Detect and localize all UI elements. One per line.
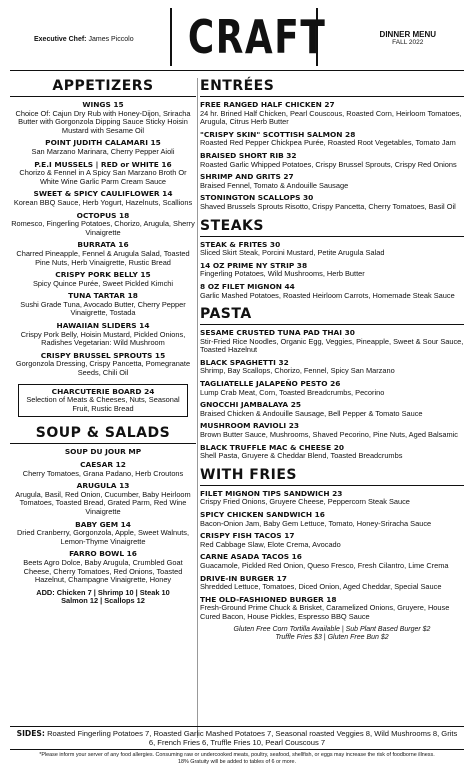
menu-season: FALL 2022	[392, 39, 424, 46]
appetizers-heading: APPETIZERS	[52, 78, 154, 94]
board-desc: Selection of Meats & Cheeses, Nuts, Seasonal Fruit, Rustic Bread	[26, 395, 180, 413]
menu-item	[10, 271, 196, 288]
menu-item-desc: Braised Chicken & Andouille Sausage, Bell Pepper & Tomato Sauce	[200, 408, 423, 418]
menu-item-desc: Stir-Fried Rice Noodles, Organic Egg, Veggies, Pineapple, Sweet & Sour Sauce, Toasted Hazelnut	[200, 336, 464, 355]
left-column	[10, 78, 196, 606]
menu-item	[200, 101, 464, 127]
menu-title: DINNER MENU	[379, 30, 436, 39]
menu-item-desc: Braised Fennel, Tomato & Andouille Sausage	[200, 180, 349, 190]
menu-item	[200, 152, 464, 169]
menu-item-name: STEAK & FRITES 30	[200, 239, 281, 249]
executive-chef	[34, 36, 134, 43]
fries-note-2: Truffle Fries $3 | Gluten Free Bun $2	[275, 633, 389, 641]
menu-item	[200, 575, 464, 592]
steaks-heading: STEAKS	[200, 217, 264, 234]
menu-item	[10, 212, 196, 238]
menu-item-desc: Shrimp, Bay Scallops, Chorizo, Fennel, Spicy San Marzano	[200, 366, 395, 376]
menu-item-desc: Roasted Red Pepper Chickpea Purée, Roasted Root Vegetables, Tomato Jam	[200, 138, 456, 148]
menu-item-name: HAWAIIAN SLIDERS 14	[56, 321, 150, 331]
salad-addons	[10, 589, 196, 606]
menu-header	[10, 8, 464, 66]
menu-item-name: SHRIMP AND GRITS 27	[200, 172, 294, 182]
menu-item	[10, 241, 196, 267]
menu-item	[10, 482, 196, 516]
menu-item-name: SESAME CRUSTED TUNA PAD THAI 30	[200, 328, 355, 338]
menu-item-desc: Spicy Quince Purée, Sweet Pickled Kimchi	[32, 278, 174, 288]
menu-item-desc: Crispy Fried Onions, Gruyere Cheese, Peppercorn Steak Sauce	[200, 497, 410, 507]
menu-item-name: P.E.I MUSSELS | RED or WHITE 16	[34, 159, 172, 169]
menu-item-desc: Korean BBQ Sauce, Herb Yogurt, Hazelnuts, Scallions	[13, 197, 193, 207]
menu-item-desc: Guacamole, Pickled Red Onion, Queso Fresco, Fresh Cilantro, Lime Crema	[200, 560, 449, 570]
menu-item	[200, 173, 464, 190]
menu-item-desc: Bacon-Onion Jam, Baby Gem Lettuce, Tomato, Honey-Sriracha Sauce	[200, 518, 432, 528]
menu-item-desc: Sushi Grade Tuna, Avocado Butter, Cherry Pepper Vinaigrette, Tostada	[20, 299, 186, 318]
entrees-rule	[200, 96, 464, 97]
menu-item-name: TUNA TARTAR 18	[68, 291, 138, 301]
right-column	[200, 78, 464, 642]
menu-item-name: STONINGTON SCALLOPS 30	[200, 193, 314, 203]
menu-item-name: CRISPY PORK BELLY 15	[55, 270, 151, 280]
menu-item	[10, 448, 196, 457]
menu-item-name: FARRO BOWL 16	[69, 549, 137, 559]
menu-item-name: CRISPY BRUSSEL SPROUTS 15	[40, 350, 166, 360]
menu-item	[200, 596, 464, 622]
menu-item	[10, 190, 196, 207]
menu-item-desc: Roasted Garlic Whipped Potatoes, Crispy Brussel Sprouts, Crispy Red Onions	[200, 159, 457, 169]
menu-item-name: DRIVE-IN BURGER 17	[200, 573, 287, 583]
menu-item-name: SPICY CHICKEN SANDWICH 16	[200, 510, 325, 519]
charcuterie-board-box	[18, 384, 188, 418]
chef-label: Executive Chef:	[34, 36, 87, 43]
menu-item	[200, 329, 464, 355]
footer-disclaimer	[10, 752, 464, 766]
menu-item	[200, 359, 464, 376]
fries-heading: WITH FRIES	[200, 466, 297, 483]
header-divider	[10, 70, 464, 71]
chef-name: James Piccolo	[88, 36, 134, 43]
menu-item-desc: Crispy Pork Belly, Hoisin Mustard, Pickled Onions, Radishes Vegetarian: Wild Mushroom	[20, 329, 186, 348]
menu-item	[200, 401, 464, 418]
gratuity-notice: 18% Gratuity will be added to tables of 6 or more.	[177, 759, 297, 765]
menu-item-name: MUSHROOM RAVIOLI 23	[200, 421, 300, 431]
menu-item-name: BLACK TRUFFLE MAC & CHEESE 20	[200, 442, 344, 452]
menu-item-name: SOUP DU JOUR MP	[64, 447, 142, 457]
menu-item-desc: Charred Pineapple, Fennel & Arugula Salad, Toasted Pine Nuts, Herb Vinaigrette, Rustic Bread	[16, 248, 190, 267]
menu-item	[200, 511, 464, 528]
menu-item-name: BLACK SPAGHETTI 32	[200, 357, 289, 367]
menu-item-desc: Gorgonzola Dressing, Crispy Pancetta, Pomegranate Seeds, Chili Oil	[15, 359, 191, 378]
menu-item-name: BRAISED SHORT RIB 32	[200, 150, 297, 160]
menu-item-desc: Fresh-Ground Prime Chuck & Brisket, Caramelized Onions, Gruyere, House Cured Bacon, House Pickles, Espresso BBQ Sauce	[200, 603, 450, 621]
menu-item	[200, 553, 464, 570]
menu-item	[200, 283, 464, 300]
menu-item-name: ARUGULA 13	[76, 481, 130, 491]
pasta-heading: PASTA	[200, 306, 252, 323]
entrees-heading: ENTRÉES	[200, 78, 275, 94]
menu-item-desc: Arugula, Basil, Red Onion, Cucumber, Baby Heirloom Tomatoes, Toasted Bread, Grated Parm, Red Wine Vinaigrette	[15, 489, 191, 516]
menu-item-desc: Choice Of: Cajun Dry Rub with Honey-Dijon, Sriracha Butter with Gorgonzola Dipping Sauce Sticky Hoisin Mustard with Sesame Oil	[15, 108, 191, 135]
soups-rule	[10, 443, 196, 444]
menu-item-name: OCTOPUS 18	[76, 210, 130, 220]
addons-line-2: Salmon 12 | Scallops 12	[61, 596, 145, 606]
menu-item-name: GNOCCHI JAMBALAYA 25	[200, 400, 302, 410]
menu-item	[200, 444, 464, 461]
menu-item-desc: Beets Agro Dolce, Baby Arugula, Crumbled Goat Cheese, Cherry Tomatoes, Red Onions, Toasted Hazelnut, Champagne Vinaigrette, Honey	[23, 557, 183, 585]
column-divider	[197, 78, 198, 738]
menu-item-desc: Red Cabbage Slaw, Elote Crema, Avocado	[200, 539, 341, 549]
menu-item	[200, 490, 464, 507]
menu-item-desc: Chorizo & Fennel in A Spicy San Marzano Broth Or White Wine Garlic Parm Cream Sauce	[19, 168, 187, 186]
menu-item-name: SWEET & SPICY CAULIFLOWER 14	[33, 189, 173, 199]
menu-item-name: CAESAR 12	[80, 460, 126, 469]
menu-item-desc: San Marzano Marinara, Cherry Pepper Aioli	[31, 146, 175, 156]
menu-item-name: BABY GEM 14	[75, 519, 131, 529]
menu-item	[200, 194, 464, 211]
sides-bar	[10, 726, 464, 750]
menu-item-desc: Sliced Skirt Steak, Porcini Mustard, Petite Arugula Salad	[200, 248, 385, 258]
menu-item-name: 8 OZ FILET MIGNON 44	[200, 281, 295, 291]
menu-item	[200, 131, 464, 148]
menu-item-name: BURRATA 16	[77, 240, 129, 250]
menu-title-block	[380, 30, 436, 46]
menu-item-name: TAGLIATELLE JALAPEÑO PESTO 26	[200, 379, 341, 389]
menu-item	[10, 550, 196, 584]
menu-item	[10, 461, 196, 478]
menu-item	[200, 532, 464, 549]
menu-item	[10, 521, 196, 547]
menu-item-name: FILET MIGNON TIPS SANDWICH 23	[200, 488, 343, 498]
menu-item-name: "CRISPY SKIN" SCOTTISH SALMON 28	[200, 129, 356, 139]
fries-note-1: Gluten Free Corn Tortilla Available | Sub Plant Based Burger $2	[233, 625, 431, 633]
menu-item-desc: 24 hr. Brined Half Chicken, Pearl Couscous, Roasted Corn, Heirloom Tomatoes, Arugula, Citrus Herb Butter	[200, 108, 462, 127]
fries-rule	[200, 485, 464, 486]
appetizers-rule	[10, 96, 196, 97]
menu-item-desc: Lump Crab Meat, Corn, Toasted Breadcrumbs, Pecorino	[200, 387, 385, 397]
fries-notes	[200, 626, 464, 643]
menu-item-name: WINGS 15	[82, 100, 124, 109]
steaks-rule	[200, 236, 464, 237]
menu-item	[200, 380, 464, 397]
menu-item	[10, 352, 196, 378]
menu-item-name: POINT JUDITH CALAMARI 15	[45, 138, 161, 148]
menu-item-desc: Shell Pasta, Gruyere & Cheddar Blend, Toasted Breadcrumbs	[200, 451, 403, 461]
soups-heading: SOUP & SALADS	[35, 425, 171, 442]
menu-item-desc: Cherry Tomatoes, Grana Padano, Herb Croutons	[22, 468, 184, 478]
addons-line-1: ADD: Chicken 7 | Shrimp 10 | Steak 10	[36, 587, 170, 597]
menu-item	[10, 322, 196, 348]
restaurant-logo: CRAFT	[187, 10, 327, 64]
menu-item	[10, 161, 196, 187]
board-name: CHARCUTERIE BOARD 24	[51, 386, 155, 396]
menu-item-desc: Fingerling Potatoes, Wild Mushrooms, Herb Butter	[200, 269, 365, 279]
menu-item-name: CRISPY FISH TACOS 17	[200, 531, 295, 541]
sides-text: Roasted Fingerling Potatoes 7, Roasted Garlic Mashed Potatoes 7, Seasonal roasted Veggies 8, Wild Mushrooms 8, Grits 6, French Fries 6, Truffle Fries 10, Pearl Couscous 7	[47, 729, 458, 747]
sides-label: SIDES:	[16, 729, 45, 738]
menu-item	[200, 241, 464, 258]
menu-item-desc: Brown Butter Sauce, Mushrooms, Shaved Pecorino, Pine Nuts, Aged Balsamic	[200, 430, 458, 440]
menu-item	[200, 262, 464, 279]
menu-item-desc: Shredded Lettuce, Tomatoes, Diced Onion, Aged Cheddar, Special Sauce	[200, 582, 442, 592]
menu-item-name: 14 OZ PRIME NY STRIP 38	[200, 260, 308, 270]
menu-item-desc: Garlic Mashed Potatoes, Roasted Heirloom Carrots, Homemade Steak Sauce	[200, 290, 455, 300]
logo-frame	[170, 8, 327, 66]
menu-item-desc: Romesco, Fingerling Potatoes, Chorizo, Arugula, Sherry Vinaigrette	[11, 219, 195, 237]
menu-item	[10, 139, 196, 156]
menu-item	[10, 292, 196, 318]
menu-item-desc: Shaved Brussels Sprouts Risotto, Crispy Pancetta, Cherry Tomatoes, Basil Oil	[200, 201, 456, 211]
menu-item	[200, 422, 464, 439]
allergy-notice: *Please inform your server of any food allergies. Consuming raw or undercooked meats, poultry, seafood, shellfish, or eggs may increase the risk of foodborne illness.	[39, 752, 435, 758]
pasta-rule	[200, 324, 464, 325]
menu-item-desc: Dried Cranberry, Gorgonzola, Apple, Sweet Walnuts, Lemon-Thyme Vinaigrette	[16, 528, 190, 546]
menu-item-name: CARNE ASADA TACOS 16	[200, 552, 302, 562]
menu-item-name: THE OLD-FASHIONED BURGER 18	[200, 594, 337, 604]
menu-item-name: FREE RANGED HALF CHICKEN 27	[200, 100, 335, 109]
menu-item	[10, 101, 196, 135]
